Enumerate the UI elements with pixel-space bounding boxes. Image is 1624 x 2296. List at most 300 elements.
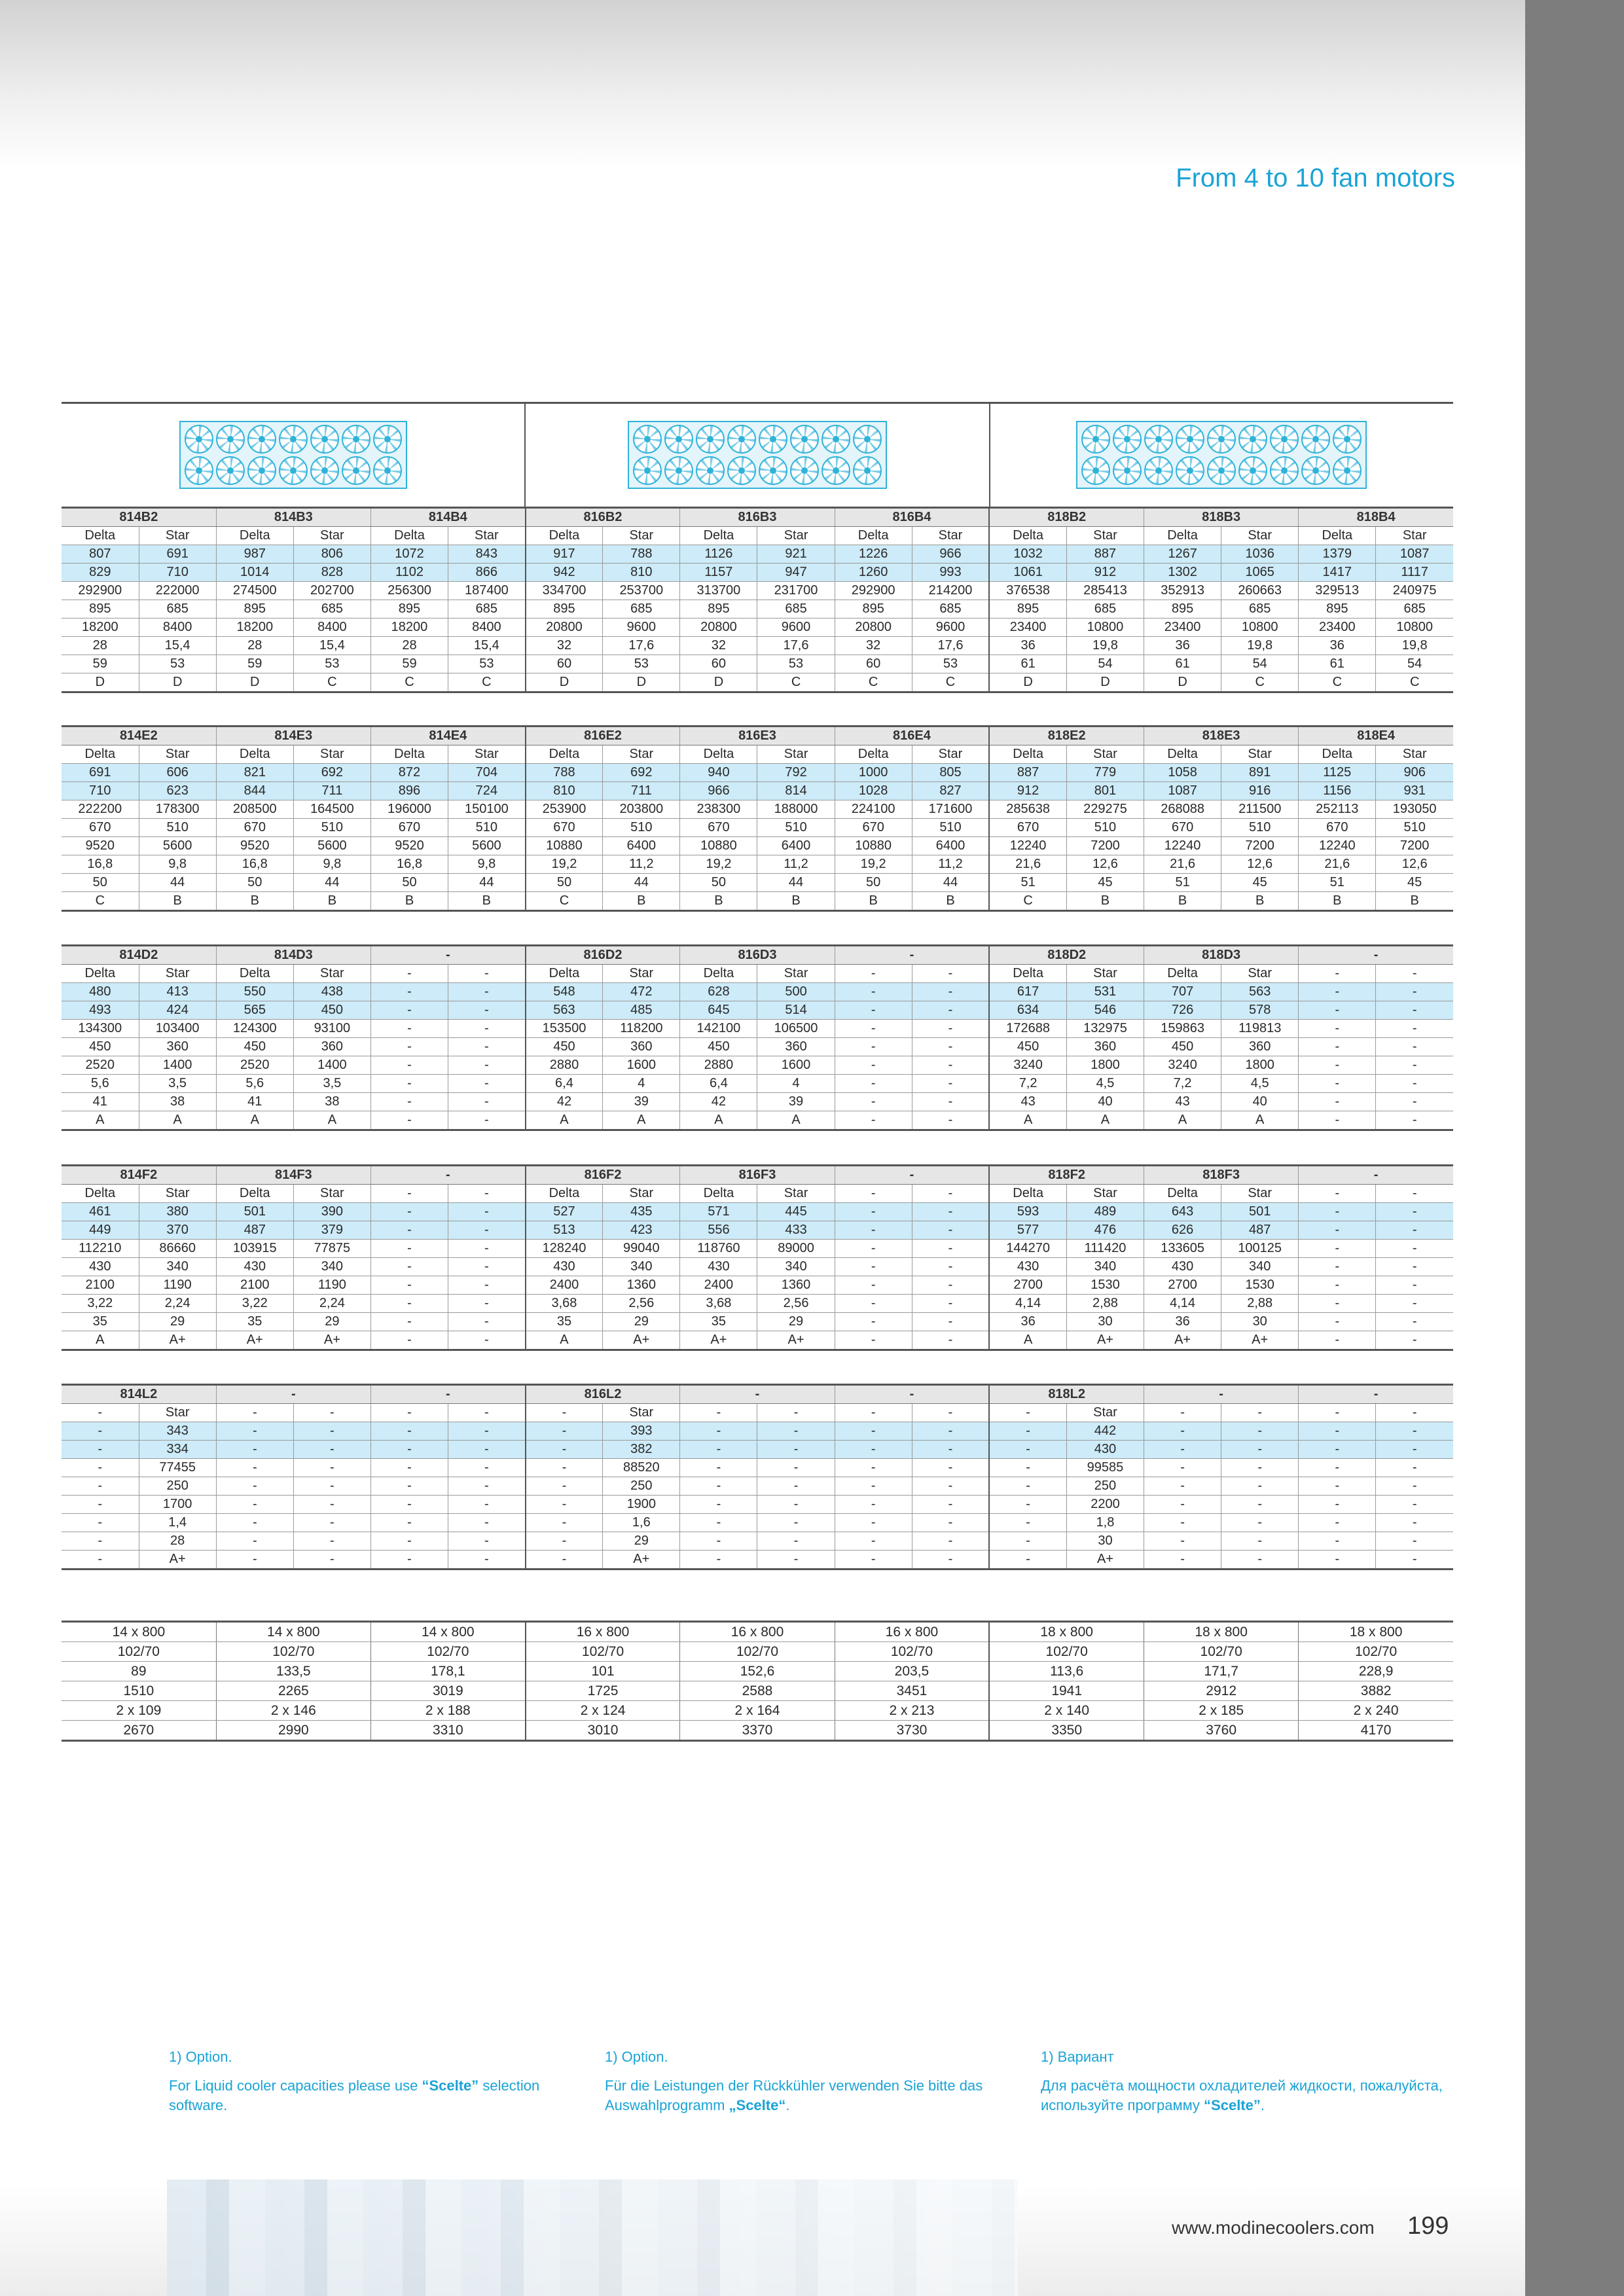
table-cell: Delta [62, 1185, 139, 1203]
table-cell: - [912, 983, 989, 1001]
table-cell: Star [1066, 745, 1144, 764]
table-cell: - [835, 1093, 912, 1111]
table-cell: A [680, 1111, 757, 1130]
table-cell: 19,2 [680, 855, 757, 874]
table-cell: 103915 [216, 1240, 293, 1258]
table-cell: Delta [1144, 527, 1221, 545]
table-cell: 2520 [62, 1056, 139, 1075]
table-cell: 93100 [293, 1020, 370, 1038]
table-cell: 50 [62, 874, 139, 892]
table-cell: 12,6 [1221, 855, 1299, 874]
table-cell: A+ [1221, 1331, 1299, 1350]
table-cell: 18200 [370, 619, 448, 637]
table-cell: A [989, 1111, 1066, 1130]
table-cell: Delta [370, 527, 448, 545]
model-name: 818E4 [1299, 726, 1453, 745]
model-data-table [62, 944, 1453, 1131]
table-cell: 788 [526, 764, 603, 782]
table-cell: - [216, 1532, 293, 1551]
table-cell: 11,2 [757, 855, 835, 874]
table-cell: 21,6 [1144, 855, 1221, 874]
table-cell: Star [757, 965, 835, 983]
table-cell: - [448, 1551, 526, 1570]
table-cell: - [370, 1020, 448, 1038]
fan-icon [310, 425, 339, 454]
table-cell: Star [603, 965, 680, 983]
fan-icon [373, 425, 402, 454]
footnote-option: 1) Option. [169, 2049, 232, 2065]
software-name: “Scelte” [1204, 2097, 1261, 2113]
table-cell: 710 [62, 782, 139, 800]
table-cell: 40 [1066, 1093, 1144, 1111]
table-cell: 54 [1221, 655, 1299, 673]
table-cell: C [1299, 673, 1376, 692]
table-cell: 5600 [448, 837, 526, 855]
fan-icon [1270, 425, 1299, 454]
table-cell: - [1144, 1441, 1221, 1459]
model-name: 814D3 [216, 946, 370, 965]
table-cell: 450 [989, 1038, 1066, 1056]
table-cell: - [757, 1422, 835, 1441]
summary-cell: 2 x 124 [526, 1701, 680, 1721]
table-cell: A+ [1066, 1331, 1144, 1350]
table-cell: - [1376, 1514, 1453, 1532]
table-cell: - [1376, 1056, 1453, 1075]
table-cell: - [1299, 1020, 1376, 1038]
table-cell: 691 [139, 545, 216, 564]
table-cell: 10800 [1066, 619, 1144, 637]
table-cell: - [989, 1477, 1066, 1496]
table-cell: - [1221, 1459, 1299, 1477]
table-cell: 51 [989, 874, 1066, 892]
table-cell: - [835, 1551, 912, 1570]
table-cell: 685 [912, 600, 989, 619]
table-cell: - [835, 1258, 912, 1276]
table-cell: C [526, 892, 603, 911]
table-cell: 670 [989, 819, 1066, 837]
table-cell: - [370, 1221, 448, 1240]
table-cell: - [293, 1404, 370, 1422]
table-cell: 59 [370, 655, 448, 673]
table-cell: 1190 [293, 1276, 370, 1295]
table-cell: - [293, 1422, 370, 1441]
table-cell: 489 [1066, 1203, 1144, 1221]
table-cell: - [835, 1514, 912, 1532]
table-row [62, 1038, 1453, 1056]
table-cell: 10800 [1221, 619, 1299, 637]
table-cell: 430 [526, 1258, 603, 1276]
model-name: - [1144, 1385, 1299, 1404]
table-cell: 390 [293, 1203, 370, 1221]
table-cell: 501 [1221, 1203, 1299, 1221]
model-name: 814B2 [62, 508, 216, 527]
table-cell: - [1376, 1240, 1453, 1258]
table-cell: 801 [1066, 782, 1144, 800]
table-cell: - [62, 1496, 139, 1514]
table-cell: - [912, 1111, 989, 1130]
table-cell: 472 [603, 983, 680, 1001]
table-cell: - [1299, 1221, 1376, 1240]
table-cell: 510 [293, 819, 370, 837]
table-cell: 917 [526, 545, 603, 564]
summary-cell: 2990 [216, 1721, 370, 1741]
table-cell: 4,14 [1144, 1295, 1221, 1313]
fan-icon [1333, 425, 1362, 454]
summary-cell: 228,9 [1299, 1662, 1453, 1681]
summary-cell: 3730 [835, 1721, 989, 1741]
table-cell: - [680, 1441, 757, 1459]
table-cell: 32 [835, 637, 912, 655]
table-cell: 704 [448, 764, 526, 782]
table-cell: - [62, 1459, 139, 1477]
table-cell: 449 [62, 1221, 139, 1240]
table-cell: 334700 [526, 582, 603, 600]
table-cell: 1800 [1221, 1056, 1299, 1075]
table-cell: 2400 [526, 1276, 603, 1295]
table-cell: - [912, 1221, 989, 1240]
table-cell: B [1299, 892, 1376, 911]
table-cell: 54 [1376, 655, 1453, 673]
table-cell: 1058 [1144, 764, 1221, 782]
table-cell: - [680, 1514, 757, 1532]
table-cell: 35 [526, 1313, 603, 1331]
table-cell: 2,24 [293, 1295, 370, 1313]
table-cell: - [1221, 1496, 1299, 1514]
table-cell: - [1299, 1276, 1376, 1295]
table-cell: - [1376, 965, 1453, 983]
table-cell: 546 [1066, 1001, 1144, 1020]
table-row [62, 637, 1453, 655]
model-name: - [835, 1166, 989, 1185]
table-cell: 788 [603, 545, 680, 564]
table-cell: 670 [1144, 819, 1221, 837]
table-cell: Star [1066, 1404, 1144, 1422]
table-cell: 895 [62, 600, 139, 619]
table-cell: - [1376, 1295, 1453, 1313]
table-cell: 17,6 [912, 637, 989, 655]
table-cell: 1360 [757, 1276, 835, 1295]
fan-icon [790, 456, 819, 485]
table-cell: - [1299, 1477, 1376, 1496]
summary-cell: 18 x 800 [1144, 1622, 1299, 1642]
top-shade [0, 0, 1525, 170]
table-cell: 7200 [1376, 837, 1453, 855]
table-cell: A+ [680, 1331, 757, 1350]
table-cell: - [448, 1001, 526, 1020]
table-cell: 485 [603, 1001, 680, 1020]
model-name: 814L2 [62, 1385, 216, 1404]
model-name: 816F3 [680, 1166, 835, 1185]
table-cell: A+ [139, 1331, 216, 1350]
table-cell: 229275 [1066, 800, 1144, 819]
fan-icon [633, 425, 662, 454]
table-cell: 2,88 [1066, 1295, 1144, 1313]
table-cell: - [62, 1551, 139, 1570]
table-cell: 2,24 [139, 1295, 216, 1313]
table-cell: C [370, 673, 448, 692]
table-row [62, 1551, 1453, 1570]
table-cell: 413 [139, 983, 216, 1001]
right-side-bar [1525, 0, 1624, 2296]
fan-icon [853, 425, 882, 454]
table-cell: A [989, 1331, 1066, 1350]
table-cell: 906 [1376, 764, 1453, 782]
table-cell: 645 [680, 1001, 757, 1020]
table-row [62, 1240, 1453, 1258]
table-cell: - [526, 1551, 603, 1570]
table-cell: 810 [603, 564, 680, 582]
summary-cell: 89 [62, 1662, 216, 1681]
model-name: 814F3 [216, 1166, 370, 1185]
table-cell: - [448, 1240, 526, 1258]
table-cell: D [526, 673, 603, 692]
model-name: 818E2 [989, 726, 1144, 745]
table-cell: 370 [139, 1221, 216, 1240]
table-cell: 4 [603, 1075, 680, 1093]
table-cell: - [835, 1295, 912, 1313]
table-cell: 7200 [1066, 837, 1144, 855]
table-cell: - [1376, 1221, 1453, 1240]
summary-cell: 16 x 800 [526, 1622, 680, 1642]
table-cell: 1102 [370, 564, 448, 582]
table-cell: A+ [603, 1551, 680, 1570]
table-cell: Star [1221, 745, 1299, 764]
table-cell: 685 [1376, 600, 1453, 619]
table-cell: B [1066, 892, 1144, 911]
table-cell: Delta [835, 527, 912, 545]
table-cell: 1600 [603, 1056, 680, 1075]
model-name: 816B2 [526, 508, 680, 527]
website-link[interactable]: www.modinecoolers.com [1172, 2217, 1375, 2238]
table-cell: - [526, 1532, 603, 1551]
table-cell: - [448, 1313, 526, 1331]
table-cell: A+ [293, 1331, 370, 1350]
table-cell: 1065 [1221, 564, 1299, 582]
table-cell: A [757, 1111, 835, 1130]
table-cell: - [526, 1459, 603, 1477]
table-cell: 18200 [216, 619, 293, 637]
model-name: 814E3 [216, 726, 370, 745]
table-cell: 35 [62, 1313, 139, 1331]
table-cell: 9,8 [293, 855, 370, 874]
table-cell: - [989, 1441, 1066, 1459]
table-cell: 111420 [1066, 1240, 1144, 1258]
table-cell: - [1299, 1111, 1376, 1130]
fan-icon [310, 456, 339, 485]
table-cell: 50 [680, 874, 757, 892]
table-cell: 238300 [680, 800, 757, 819]
table-row [62, 1532, 1453, 1551]
table-cell: 36 [1299, 637, 1376, 655]
table-cell: - [62, 1477, 139, 1496]
table-cell: 9600 [912, 619, 989, 637]
table-cell: 1117 [1376, 564, 1453, 582]
table-cell: 340 [603, 1258, 680, 1276]
table-cell: 44 [293, 874, 370, 892]
table-cell: 51 [1299, 874, 1376, 892]
table-cell: - [370, 1001, 448, 1020]
table-cell: 23400 [1299, 619, 1376, 637]
table-cell: - [835, 1422, 912, 1441]
table-cell: 59 [62, 655, 139, 673]
model-name: 818F2 [989, 1166, 1144, 1185]
table-cell: - [1376, 1551, 1453, 1570]
table-cell: Delta [1144, 965, 1221, 983]
table-row [62, 564, 1453, 582]
table-cell: 5600 [293, 837, 370, 855]
fan-icon [1176, 425, 1204, 454]
table-cell: 2200 [1066, 1496, 1144, 1514]
table-cell: - [216, 1496, 293, 1514]
table-cell: - [1144, 1551, 1221, 1570]
table-cell: C [989, 892, 1066, 911]
table-cell: 1417 [1299, 564, 1376, 582]
table-cell: - [1144, 1496, 1221, 1514]
table-cell: 480 [62, 983, 139, 1001]
table-cell: 21,6 [1299, 855, 1376, 874]
table-cell: Star [448, 745, 526, 764]
table-cell: 15,4 [293, 637, 370, 655]
table-cell: 7200 [1221, 837, 1299, 855]
summary-cell: 102/70 [62, 1642, 216, 1662]
table-cell: A+ [603, 1331, 680, 1350]
fan-icon [1270, 456, 1299, 485]
table-cell: - [1376, 1496, 1453, 1514]
table-cell: - [1299, 1532, 1376, 1551]
table-cell: 2880 [680, 1056, 757, 1075]
table-row [62, 545, 1453, 564]
table-cell: - [370, 1477, 448, 1496]
table-cell: 30 [1221, 1313, 1299, 1331]
summary-cell: 2 x 213 [835, 1701, 989, 1721]
fan-icon [185, 425, 213, 454]
table-cell: 1,4 [139, 1514, 216, 1532]
table-cell: 352913 [1144, 582, 1221, 600]
table-cell: 53 [912, 655, 989, 673]
table-cell: - [448, 983, 526, 1001]
table-cell: 20800 [526, 619, 603, 637]
table-cell: 41 [216, 1093, 293, 1111]
table-cell: 35 [216, 1313, 293, 1331]
summary-cell: 3019 [370, 1681, 525, 1701]
table-cell: 29 [139, 1313, 216, 1331]
table-cell: 285413 [1066, 582, 1144, 600]
table-cell: 887 [1066, 545, 1144, 564]
fan-group-cell [524, 403, 988, 507]
table-cell: Star [1066, 527, 1144, 545]
table-cell: Delta [1144, 1185, 1221, 1203]
table-cell: 450 [62, 1038, 139, 1056]
table-row [62, 1258, 1453, 1276]
model-name: 814E4 [370, 726, 525, 745]
table-cell: 912 [989, 782, 1066, 800]
table-cell: 20800 [835, 619, 912, 637]
table-cell: 30 [1066, 1532, 1144, 1551]
table-cell: - [1144, 1404, 1221, 1422]
table-cell: 548 [526, 983, 603, 1001]
fan-icon [1113, 456, 1142, 485]
table-cell: D [139, 673, 216, 692]
table-cell: 1125 [1299, 764, 1376, 782]
table-cell: - [912, 1496, 989, 1514]
fan-icon [216, 425, 245, 454]
summary-table [62, 1621, 1453, 1742]
model-name: 818F3 [1144, 1166, 1299, 1185]
table-cell: 691 [62, 764, 139, 782]
table-row [62, 1185, 1453, 1203]
summary-cell: 2 x 240 [1299, 1701, 1453, 1721]
table-row [62, 892, 1453, 911]
table-cell: 866 [448, 564, 526, 582]
table-cell: - [1299, 1331, 1376, 1350]
table-cell: - [835, 1001, 912, 1020]
summary-cell: 101 [526, 1662, 680, 1681]
table-cell: - [1144, 1477, 1221, 1496]
table-cell: 29 [293, 1313, 370, 1331]
table-cell: - [835, 983, 912, 1001]
table-cell: 39 [603, 1093, 680, 1111]
fan-icon [373, 456, 402, 485]
table-cell: A+ [1066, 1551, 1144, 1570]
table-cell: 9520 [62, 837, 139, 855]
table-cell: 250 [603, 1477, 680, 1496]
table-cell: - [835, 1477, 912, 1496]
fan-icon [247, 456, 276, 485]
table-row [62, 1111, 1453, 1130]
model-name: 816D3 [680, 946, 835, 965]
table-cell: Star [139, 1185, 216, 1203]
table-cell: Star [912, 527, 989, 545]
footnote-text-part: . [785, 2097, 790, 2113]
table-cell: 178300 [139, 800, 216, 819]
table-cell: 1260 [835, 564, 912, 582]
table-cell: 211500 [1221, 800, 1299, 819]
table-cell: - [62, 1441, 139, 1459]
table-cell: 916 [1221, 782, 1299, 800]
table-cell: - [370, 1185, 448, 1203]
table-cell: - [835, 1203, 912, 1221]
table-cell: 61 [1299, 655, 1376, 673]
model-name: 816B3 [680, 508, 835, 527]
footnote-text [1041, 2076, 1453, 2115]
table-cell: - [216, 1514, 293, 1532]
table-cell: 807 [62, 545, 139, 564]
table-cell: 2700 [989, 1276, 1066, 1295]
table-cell: 19,8 [1221, 637, 1299, 655]
table-cell: - [448, 1075, 526, 1093]
table-cell: 99040 [603, 1240, 680, 1258]
table-cell: - [370, 1514, 448, 1532]
table-cell: 360 [139, 1038, 216, 1056]
table-cell: 15,4 [448, 637, 526, 655]
table-cell: 36 [1144, 1313, 1221, 1331]
table-cell: 30 [1066, 1313, 1144, 1331]
summary-cell: 3350 [989, 1721, 1144, 1741]
table-cell: 895 [526, 600, 603, 619]
table-cell: 966 [912, 545, 989, 564]
fan-icon [664, 425, 693, 454]
table-cell: - [1299, 1075, 1376, 1093]
table-cell: 340 [293, 1258, 370, 1276]
model-name: 814F2 [62, 1166, 216, 1185]
table-cell: 3240 [989, 1056, 1066, 1075]
table-cell: 606 [139, 764, 216, 782]
fan-icon [759, 456, 787, 485]
table-cell: - [1144, 1532, 1221, 1551]
table-cell: A+ [139, 1551, 216, 1570]
table-row [62, 600, 1453, 619]
table-cell: 8400 [139, 619, 216, 637]
